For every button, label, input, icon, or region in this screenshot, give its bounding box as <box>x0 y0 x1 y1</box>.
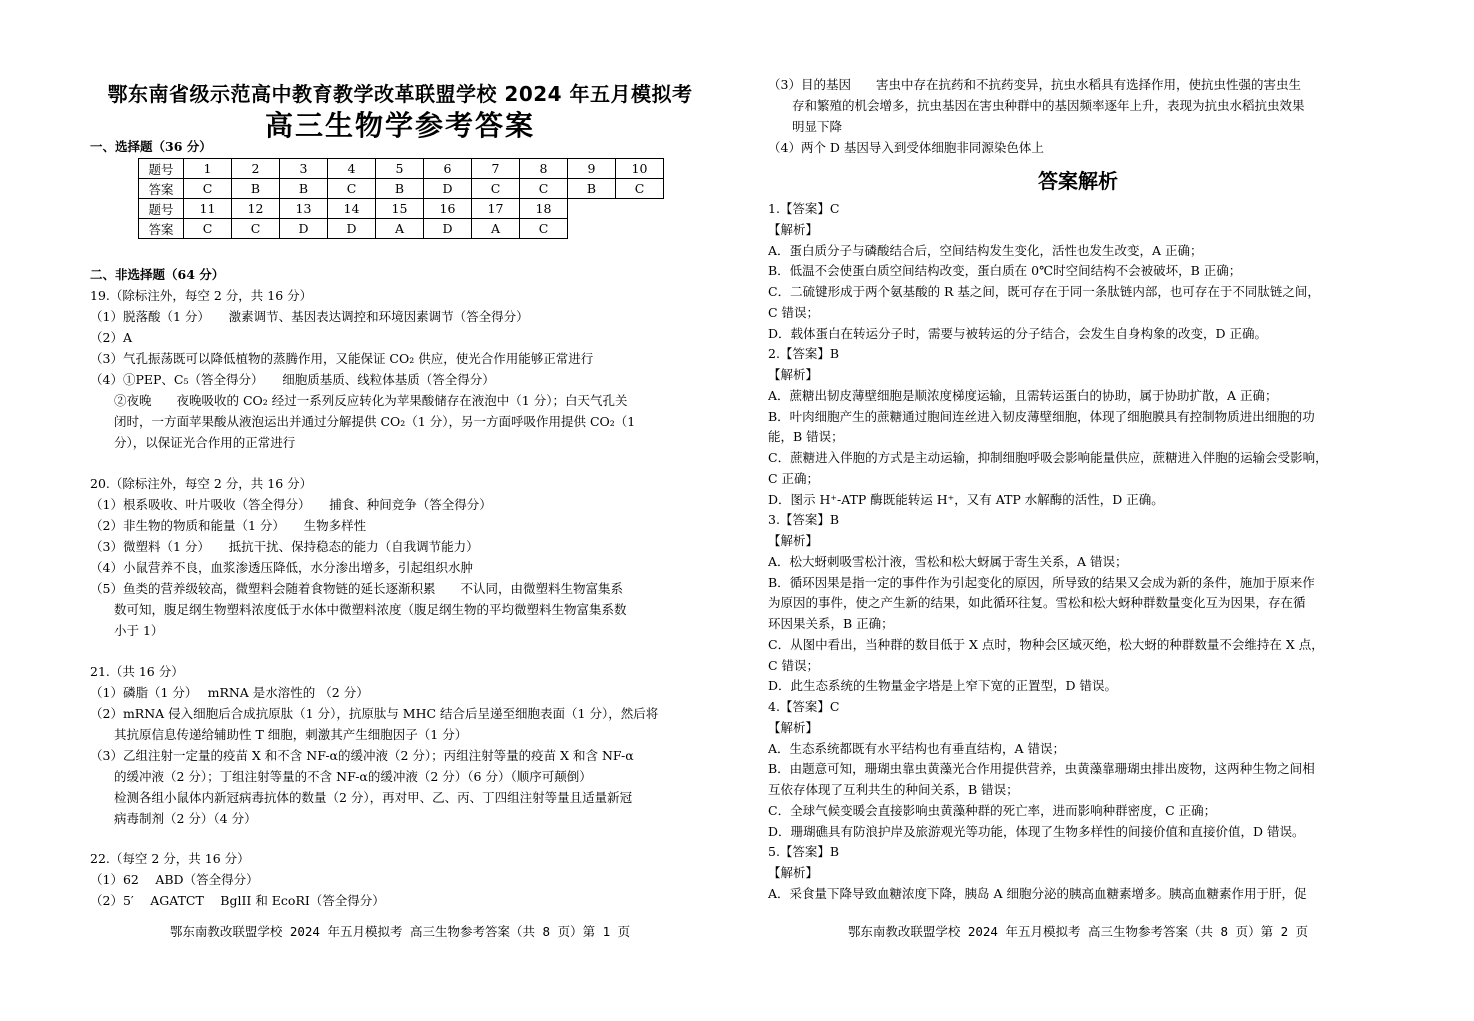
analysis-line: D．载体蛋白在转运分子时，需要与被转运的分子结合，会发生自身构象的改变，D 正确。 <box>768 325 1268 341</box>
table-row <box>139 219 664 239</box>
analysis-line: B．由题意可知，珊瑚虫靠虫黄藻光合作用提供营养，虫黄藻靠珊瑚虫排出废物，这两种生物之间相 <box>768 761 1315 777</box>
analysis-line: 【解析】 <box>768 865 819 880</box>
document-title: 鄂东南省级示范高中教育教学改革联盟学校 2024 年五月模拟考 <box>107 82 693 106</box>
q20-line: （2）非生物的物质和能量（1 分） 生物多样性 <box>90 518 367 533</box>
analysis-line: C．蔗糖进入伴胞的方式是主动运输，抑制细胞呼吸会影响能量供应，蔗糖进入伴胞的运输会受影响， <box>768 450 1328 465</box>
table-blank <box>616 219 664 239</box>
table-cell: 12 <box>232 199 280 219</box>
q20-line: 小于 1） <box>114 623 164 638</box>
table-cell: 5 <box>376 159 424 179</box>
analysis-line: C 错误； <box>768 304 820 320</box>
document-subtitle: 高三生物学参考答案 <box>264 109 535 142</box>
q22-continued-line: 明显下降 <box>792 119 843 134</box>
table-cell: C <box>520 219 568 239</box>
table-cell: 1 <box>184 159 232 179</box>
table-cell: C <box>184 179 232 199</box>
analysis-line: C 正确； <box>768 470 820 486</box>
analysis-line: C．全球气候变暖会直接影响虫黄藻种群的死亡率，进而影响种群密度，C 正确； <box>768 802 1217 818</box>
table-cell: 8 <box>520 159 568 179</box>
table-cell: A <box>472 219 520 239</box>
table-cell: 16 <box>424 199 472 219</box>
table-cell: 14 <box>328 199 376 219</box>
analysis-title: 答案解析 <box>1038 169 1118 193</box>
analysis-line: A．蔗糖出韧皮薄壁细胞是顺浓度梯度运输，且需转运蛋白的协助，属于协助扩散，A 正确； <box>768 387 1278 403</box>
table-row <box>139 159 664 179</box>
analysis-line: 【解析】 <box>768 221 819 237</box>
analysis-line: B．低温不会使蛋白质空间结构改变，蛋白质在 0℃时空间结构不会被破坏，B 正确； <box>768 263 1242 279</box>
q21-line: （1）磷脂（1 分） mRNA 是水溶性的 （2 分） <box>90 685 369 700</box>
table-cell: 10 <box>616 159 664 179</box>
analysis-line: 5.【答案】B <box>768 844 840 860</box>
q21-line: （2）mRNA 侵入细胞后合成抗原肽（1 分），抗原肽与 MHC 结合后呈递至细胞表面（1 分），然后将 <box>90 706 659 721</box>
q19-line: 闭时，一方面苹果酸从液泡运出并通过分解提供 CO₂（1 分），另一方面呼吸作用提供 CO₂（1 <box>114 414 636 429</box>
q21-line: 病毒制剂（2 分）（4 分） <box>114 811 257 826</box>
table-blank <box>616 199 664 219</box>
table-cell: C <box>232 219 280 239</box>
table-row <box>139 179 664 199</box>
analysis-line: 1.【答案】C <box>768 201 840 216</box>
q21-line: （3）乙组注射一定量的疫苗 X 和不含 NF-α的缓冲液（2 分）；丙组注射等量的疫苗 X 和含 NF-α <box>90 748 634 763</box>
table-cell: C <box>520 179 568 199</box>
analysis-line: D．图示 H⁺-ATP 酶既能转运 H⁺，又有 ATP 水解酶的活性，D 正确。 <box>768 491 1164 507</box>
analysis-line: A．生态系统都既有水平结构也有垂直结构，A 错误； <box>768 740 1066 756</box>
q21-line: 检测各组小鼠体内新冠病毒抗体的数量（2 分），再对甲、乙、丙、丁四组注射等量且适量新冠 <box>114 790 633 805</box>
table-cell: 7 <box>472 159 520 179</box>
q22-continued-line: 存和繁殖的机会增多，抗虫基因在害虫种群中的基因频率逐年上升，表现为抗虫水稻抗虫效果 <box>792 98 1305 113</box>
analysis-line: D．此生态系统的生物量金字塔是上窄下宽的正置型，D 错误。 <box>768 678 1118 694</box>
analysis-line: 4.【答案】C <box>768 699 840 714</box>
table-cell: 9 <box>568 159 616 179</box>
analysis-line: C 错误； <box>768 657 820 673</box>
table-cell: C <box>616 179 664 199</box>
analysis-line: 能，B 错误； <box>768 429 844 445</box>
table-cell: 4 <box>328 159 376 179</box>
table-cell: 15 <box>376 199 424 219</box>
q22-continued-line: （4）两个 D 基因导入到受体细胞非同源染色体上 <box>768 140 1044 155</box>
analysis-line: A．松大蚜刺吸雪松汁液，雪松和松大蚜属于寄生关系，A 错误； <box>768 553 1128 569</box>
table-cell: C <box>472 179 520 199</box>
analysis-line: D．珊瑚礁具有防浪护岸及旅游观光等功能，体现了生物多样性的间接价值和直接价值，D 错误。 <box>768 823 1305 839</box>
table-cell: B <box>568 179 616 199</box>
q19-line: 19.（除标注外，每空 2 分，共 16 分） <box>90 288 313 303</box>
q22-line: （1）62 ABD（答全得分） <box>90 872 259 887</box>
q21-line: 其抗原信息传递给辅助性 T 细胞，刺激其产生细胞因子（1 分） <box>114 727 468 742</box>
q19-line: （2）A <box>90 330 132 345</box>
table-cell: D <box>280 219 328 239</box>
q20-line: 20.（除标注外，每空 2 分，共 16 分） <box>90 476 313 491</box>
q19-line: ②夜晚 夜晚吸收的 CO₂ 经过一系列反应转化为苹果酸储存在液泡中（1 分）；白天气孔关 <box>114 393 628 408</box>
table-cell: B <box>280 179 328 199</box>
row-label: 题号 <box>139 199 184 219</box>
analysis-line: C．二硫键形成于两个氨基酸的 R 基之间，既可存在于同一条肽链内部，也可存在于不同肽链之间， <box>768 284 1320 299</box>
analysis-line: B．叶肉细胞产生的蔗糖通过胞间连丝进入韧皮薄壁细胞，体现了细胞膜具有控制物质进出细胞的功 <box>768 408 1315 424</box>
section1-title: 一、选择题（36 分） <box>90 139 212 154</box>
left-page <box>90 0 710 1021</box>
q19-line: 分），以保证光合作用的正常进行 <box>114 435 296 450</box>
analysis-line: 【解析】 <box>768 533 819 548</box>
q22-continued-line: （3）目的基因 害虫中存在抗药和不抗药变异，抗虫水稻具有选择作用，使抗虫性强的害虫生 <box>768 77 1301 92</box>
q20-line: （1）根系吸收、叶片吸收（答全得分） 捕食、种间竞争（答全得分） <box>90 497 492 512</box>
table-cell: 18 <box>520 199 568 219</box>
q20-line: （5）鱼类的营养级较高，微塑料会随着食物链的延长逐渐积累 不认同，由微塑料生物富集系 <box>90 581 623 596</box>
q21-line: 的缓冲液（2 分）；丁组注射等量的不含 NF-α的缓冲液（2 分）（6 分）（顺序可颠倒） <box>114 769 592 784</box>
analysis-line: 【解析】 <box>768 367 819 382</box>
q20-line: 数可知，腹足纲生物塑料浓度低于水体中微塑料浓度（腹足纲生物的平均微塑料生物富集系数 <box>114 602 627 617</box>
analysis-line: A．蛋白质分子与磷酸结合后，空间结构发生变化，活性也发生改变，A 正确； <box>768 242 1203 258</box>
analysis-line: 【解析】 <box>768 719 819 735</box>
right-page <box>768 0 1388 1021</box>
table-blank <box>568 219 616 239</box>
q22-line: 22.（每空 2 分，共 16 分） <box>90 851 250 866</box>
analysis-line: 2.【答案】B <box>768 346 840 362</box>
table-row <box>139 199 664 219</box>
table-cell: A <box>376 219 424 239</box>
page-footer: 鄂东南教改联盟学校 2024 年五月模拟考 高三生物参考答案（共 8 页）第 2 页 <box>847 924 1309 939</box>
q21-line: 21.（共 16 分） <box>90 664 184 679</box>
table-cell: D <box>424 179 472 199</box>
q22-line: （2）5′ AGATCT BglII 和 EcoRI（答全得分） <box>90 893 385 908</box>
analysis-line: 3.【答案】B <box>768 512 840 528</box>
analysis-line: A．采食量下降导致血糖浓度下降，胰岛 A 细胞分泌的胰高血糖素增多。胰高血糖素作用于肝，促 <box>768 885 1307 901</box>
analysis-line: 互依存体现了互利共生的种间关系，B 错误； <box>768 782 1019 797</box>
table-cell: B <box>376 179 424 199</box>
table-cell: 6 <box>424 159 472 179</box>
table-cell: B <box>232 179 280 199</box>
table-cell: D <box>424 219 472 239</box>
answer-table <box>138 158 664 239</box>
table-cell: 11 <box>184 199 232 219</box>
table-cell: 2 <box>232 159 280 179</box>
row-label: 答案 <box>139 179 184 199</box>
analysis-line: 为原因的事件，使之产生新的结果，如此循环往复。雪松和松大蚜种群数量变化互为因果，存在循 <box>768 595 1306 611</box>
q20-line: （4）小鼠营养不良，血浆渗透压降低，水分渗出增多，引起组织水肿 <box>90 560 473 575</box>
analysis-line: 环因果关系，B 正确； <box>768 616 894 631</box>
analysis-line: B．循环因果是指一定的事件作为引起变化的原因，所导致的结果又会成为新的条件，施加于原来作 <box>768 574 1315 590</box>
row-label: 题号 <box>139 159 184 179</box>
q19-line: （3）气孔振荡既可以降低植物的蒸腾作用，又能保证 CO₂ 供应，使光合作用能够正常进行 <box>90 351 594 366</box>
q19-line: （4）①PEP、C₅（答全得分） 细胞质基质、线粒体基质（答全得分） <box>90 372 495 387</box>
page-footer: 鄂东南教改联盟学校 2024 年五月模拟考 高三生物参考答案（共 8 页）第 1 页 <box>169 924 631 939</box>
row-label: 答案 <box>139 219 184 239</box>
table-cell: 17 <box>472 199 520 219</box>
table-cell: 13 <box>280 199 328 219</box>
table-cell: C <box>184 219 232 239</box>
q20-line: （3）微塑料（1 分） 抵抗干扰、保持稳态的能力（自我调节能力） <box>90 539 479 554</box>
section2-title: 二、非选择题（64 分） <box>90 267 225 282</box>
table-cell: C <box>328 179 376 199</box>
q19-line: （1）脱落酸（1 分） 激素调节、基因表达调控和环境因素调节（答全得分） <box>90 309 529 324</box>
table-cell: D <box>328 219 376 239</box>
analysis-line: C．从图中看出，当种群的数目低于 X 点时，物种会区域灭绝，松大蚜的种群数量不会维持在 X 点， <box>768 636 1324 652</box>
table-blank <box>568 199 616 219</box>
table-cell: 3 <box>280 159 328 179</box>
